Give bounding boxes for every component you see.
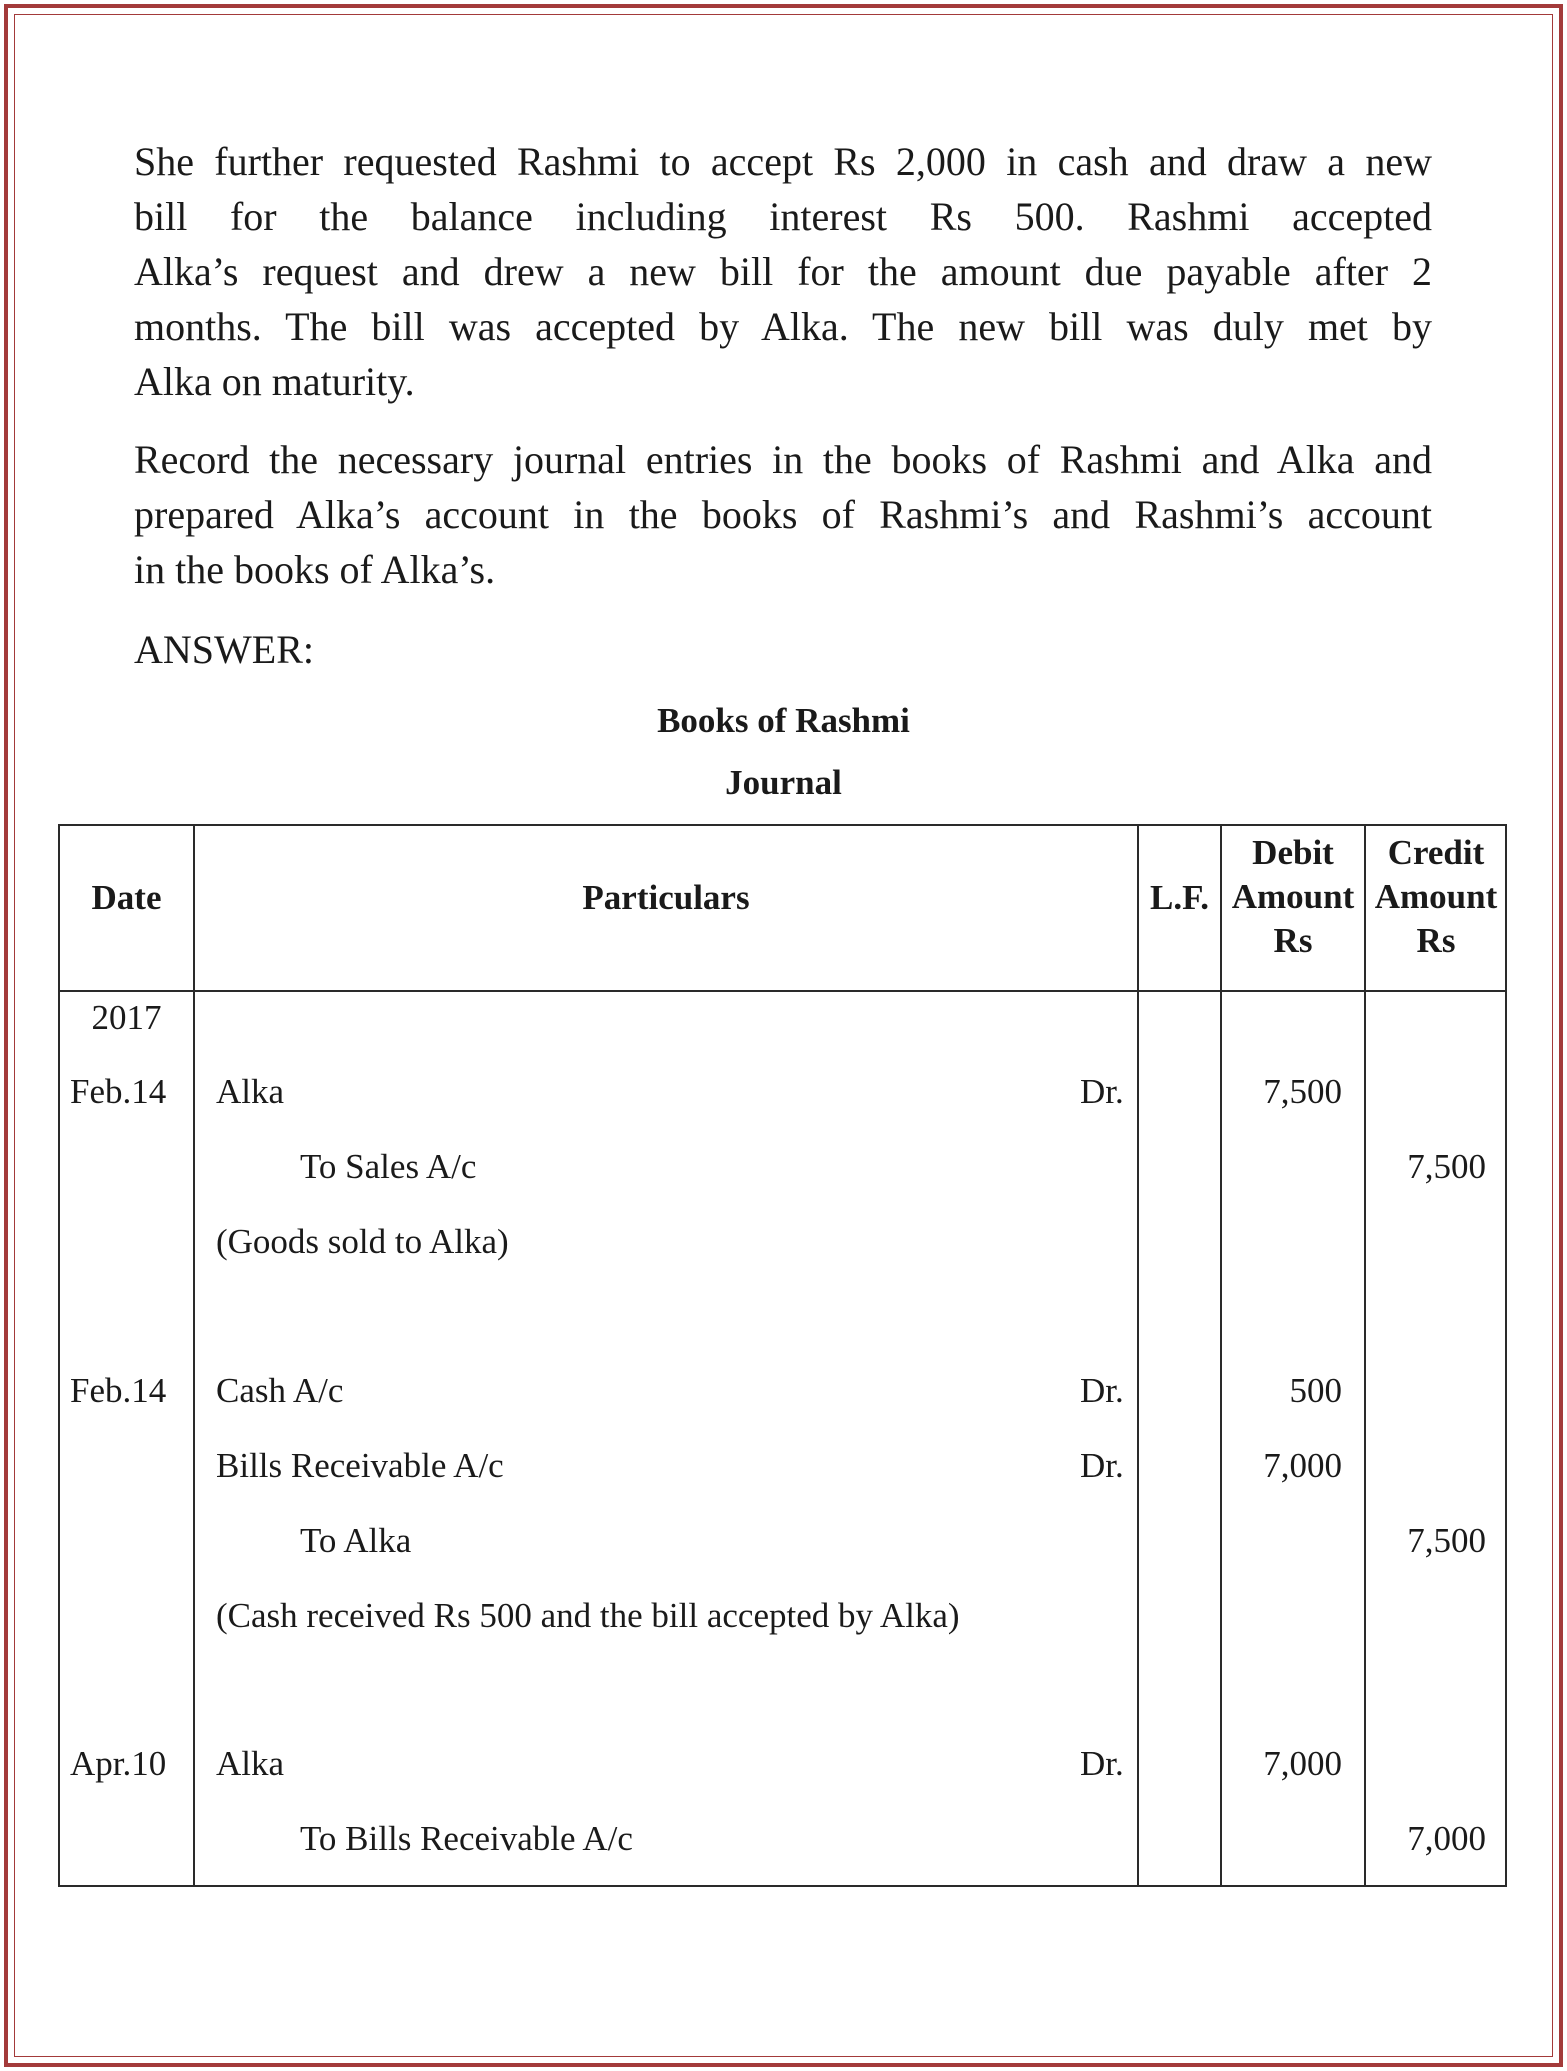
entry-dr: Dr. bbox=[1080, 1072, 1124, 1111]
entry-particulars: Alka bbox=[216, 1072, 285, 1111]
entry-date: Apr.10 bbox=[70, 1744, 167, 1783]
entry-date: Feb.14 bbox=[70, 1371, 167, 1410]
entry-date: Feb.14 bbox=[70, 1072, 167, 1111]
column-divider bbox=[193, 826, 195, 1885]
question-paragraph-1 bbox=[134, 134, 1432, 409]
column-divider bbox=[1220, 826, 1222, 1885]
paragraph-line: bill for the balance including interest Rs 500. Rashmi accepted bbox=[134, 194, 1432, 239]
paragraph-line: months. The bill was accepted by Alka. The new bill was duly met by bbox=[134, 304, 1432, 349]
header-debit bbox=[1222, 831, 1364, 963]
journal-title: Journal bbox=[725, 763, 842, 802]
header-credit-line: Rs bbox=[1416, 921, 1456, 960]
header-debit-line: Debit bbox=[1252, 833, 1334, 872]
header-date: Date bbox=[91, 878, 162, 917]
column-divider bbox=[1137, 826, 1139, 1885]
answer-label: ANSWER: bbox=[134, 627, 314, 672]
entry-dr: Dr. bbox=[1080, 1744, 1124, 1783]
header-credit-line: Credit bbox=[1387, 833, 1485, 872]
entry-particulars: To Alka bbox=[300, 1521, 412, 1560]
paragraph-line: Alka on maturity. bbox=[134, 359, 415, 404]
year-label: 2017 bbox=[91, 998, 162, 1037]
header-lf: L.F. bbox=[1149, 878, 1209, 917]
journal-table bbox=[58, 824, 1507, 1887]
entry-particulars: Bills Receivable A/c bbox=[216, 1446, 504, 1485]
entry-debit: 7,500 bbox=[1263, 1072, 1342, 1111]
entry-particulars: Cash A/c bbox=[216, 1371, 344, 1410]
header-divider bbox=[60, 990, 1505, 992]
entry-dr: Dr. bbox=[1080, 1371, 1124, 1410]
entry-credit: 7,500 bbox=[1407, 1147, 1486, 1186]
entry-debit: 7,000 bbox=[1263, 1446, 1342, 1485]
entry-debit: 7,000 bbox=[1263, 1744, 1342, 1783]
entry-particulars: To Bills Receivable A/c bbox=[300, 1819, 633, 1858]
paragraph-line: prepared Alka’s account in the books of Rashmi’s and Rashmi’s account bbox=[134, 492, 1432, 537]
header-debit-line: Rs bbox=[1273, 921, 1313, 960]
entry-credit: 7,000 bbox=[1407, 1819, 1486, 1858]
header-credit-line: Amount bbox=[1374, 877, 1498, 916]
header-particulars: Particulars bbox=[582, 878, 750, 917]
paragraph-line: She further requested Rashmi to accept Rs 2,000 in cash and draw a new bbox=[134, 139, 1432, 184]
column-divider bbox=[1364, 826, 1366, 1885]
entry-particulars: To Sales A/c bbox=[300, 1147, 477, 1186]
entry-credit: 7,500 bbox=[1407, 1521, 1486, 1560]
paragraph-line: Record the necessary journal entries in the books of Rashmi and Alka and bbox=[134, 437, 1432, 482]
question-paragraph-2 bbox=[134, 432, 1432, 597]
entry-narration: (Cash received Rs 500 and the bill accepted by Alka) bbox=[216, 1596, 960, 1635]
header-debit-line: Amount bbox=[1231, 877, 1355, 916]
paragraph-line: Alka’s request and drew a new bill for the amount due payable after 2 bbox=[134, 249, 1432, 294]
entry-particulars: Alka bbox=[216, 1744, 285, 1783]
entry-debit: 500 bbox=[1289, 1371, 1342, 1410]
entry-dr: Dr. bbox=[1080, 1446, 1124, 1485]
books-title: Books of Rashmi bbox=[657, 701, 910, 740]
entry-narration: (Goods sold to Alka) bbox=[216, 1222, 509, 1261]
paragraph-line: in the books of Alka’s. bbox=[134, 547, 496, 592]
header-credit bbox=[1366, 831, 1506, 963]
